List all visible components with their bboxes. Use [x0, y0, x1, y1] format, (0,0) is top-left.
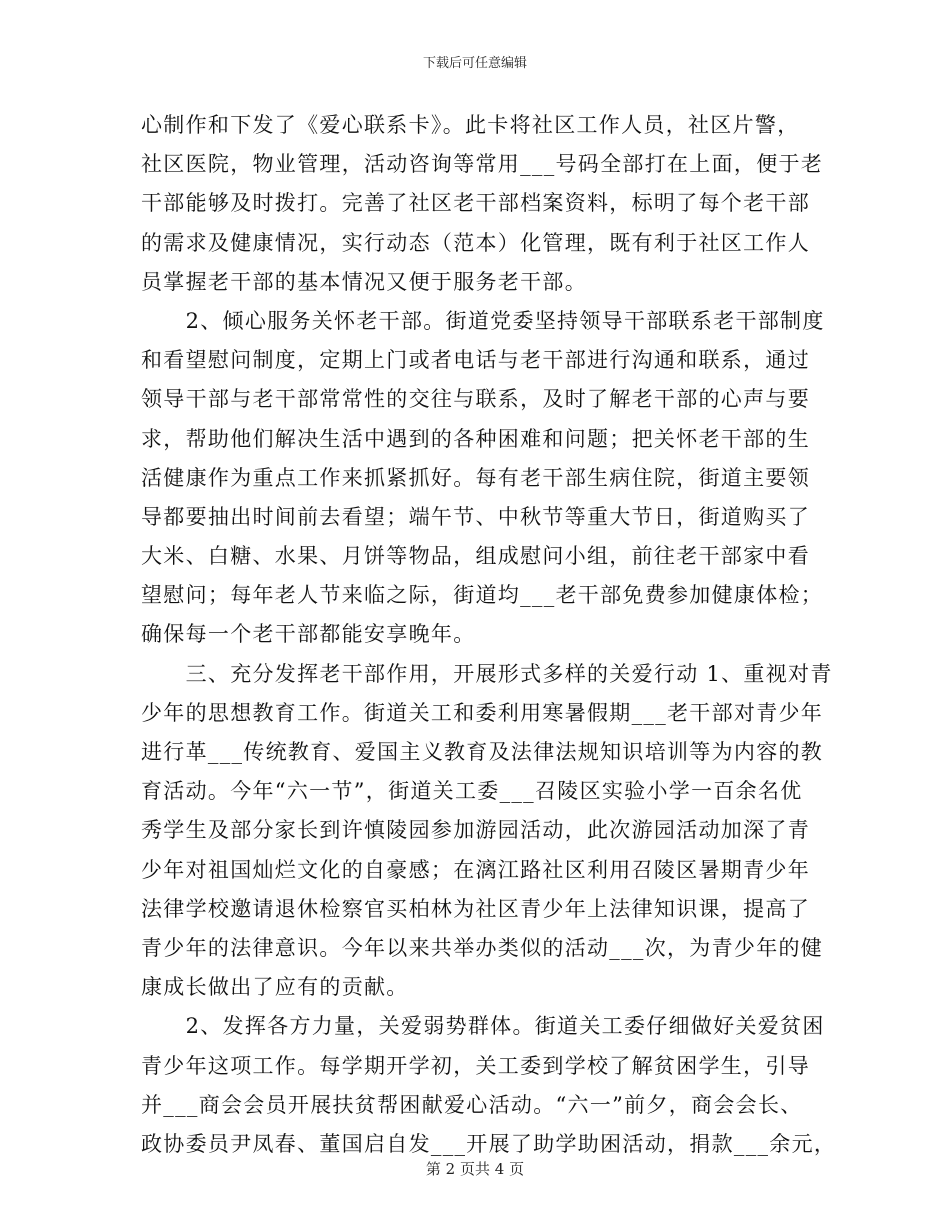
page-header: 下载后可任意编辑: [422, 56, 527, 71]
text-line: 社区医院，物业管理，活动咨询等常用___号码全部打在上面，便于老: [141, 152, 824, 177]
text-line: 大米、白糖、水果、月饼等物品，组成慰问小组，前往老干部家中看: [141, 544, 810, 569]
text-line: 求，帮助他们解决生活中遇到的各种困难和问题；把关怀老干部的生: [141, 426, 810, 451]
text-line: 2、发挥各方力量，关爱弱势群体。街道关工委仔细做好关爱贫困: [141, 1014, 825, 1039]
text-line: 望慰问；每年老人节来临之际，街道均___老干部免费参加健康体检；: [141, 583, 824, 608]
text-line: 政协委员尹凤春、董国启自发___开展了助学助困活动，捐款___余元，: [141, 1131, 837, 1156]
text-line: 导都要抽出时间前去看望；端午节、中秋节等重大节日，街道购买了: [141, 504, 810, 529]
text-line: 员掌握老干部的基本情况又便于服务老干部。: [141, 269, 587, 294]
document-body: [141, 106, 837, 1164]
text-line: 进行革___传统教育、爱国主义教育及法律法规知识培训等为内容的教: [141, 740, 824, 764]
text-line: 领导干部与老干部常常性的交往与联系，及时了解老干部的心声与要: [141, 387, 810, 412]
text-line: 康成长做出了应有的贡献。: [141, 975, 409, 1000]
text-line: 并___商会会员开展扶贫帮困献爱心活动。“六一”前夕，商会会长、: [141, 1092, 803, 1117]
text-line: 少年的思想教育工作。街道关工和委利用寒暑假期___老干部对青少年: [141, 700, 824, 725]
text-line: 干部能够及时拨打。完善了社区老干部档案资料，标明了每个老干部: [141, 191, 810, 216]
text-line: 活健康作为重点工作来抓紧抓好。每有老干部生病住院，街道主要领: [141, 465, 810, 490]
text-line: 青少年的法律意识。今年以来共举办类似的活动___次，为青少年的健: [141, 935, 824, 960]
text-line: 和看望慰问制度，定期上门或者电话与老干部进行沟通和联系，通过: [141, 348, 810, 373]
text-line: 法律学校邀请退休检察官买柏林为社区青少年上法律知识课，提高了: [141, 896, 810, 921]
text-line: 心制作和下发了《爱心联系卡》。此卡将社区工作人员，社区片警，: [141, 113, 800, 137]
page-number-footer: 第 2 页共 4 页: [425, 1160, 525, 1178]
text-line: 三、充分发挥老干部作用，开展形式多样的关爱行动 1、重视对青: [141, 661, 833, 686]
text-line: 少年对祖国灿烂文化的自豪感；在漓江路社区利用召陵区暑期青少年: [141, 857, 810, 882]
text-line: 育活动。今年“六一节”，街道关工委___召陵区实验小学一百余名优: [141, 779, 803, 804]
text-line: 确保每一个老干部都能安享晚年。: [141, 622, 476, 647]
text-line: 秀学生及部分家长到许慎陵园参加游园活动，此次游园活动加深了青: [141, 818, 810, 843]
text-line: 青少年这项工作。每学期开学初，关工委到学校了解贫困学生，引导: [141, 1053, 810, 1078]
text-line: 的需求及健康情况，实行动态（范本）化管理，既有利于社区工作人: [141, 230, 810, 255]
text-line: 2、倾心服务关怀老干部。街道党委坚持领导干部联系老干部制度: [141, 308, 825, 333]
